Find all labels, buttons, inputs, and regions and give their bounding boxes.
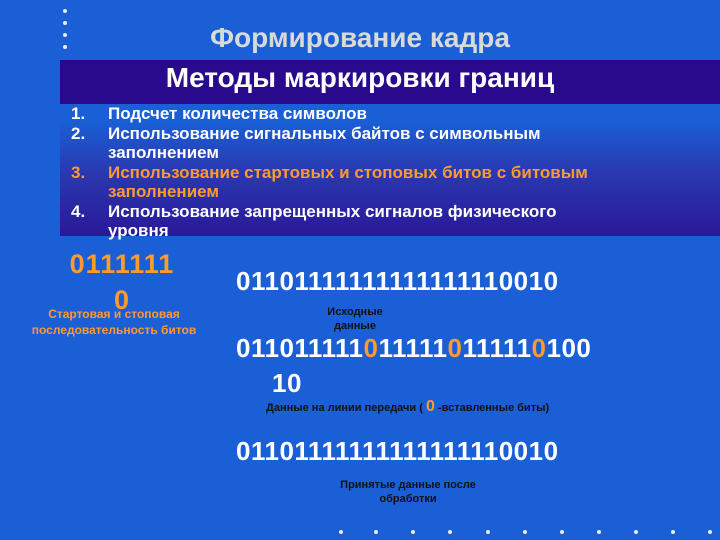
decor-dot <box>63 9 67 13</box>
page-title: Формирование кадра <box>210 22 510 53</box>
transmitted-bits-wrap: 10 <box>272 368 302 398</box>
decor-dot <box>671 530 675 534</box>
transmitted-bits: 0110111110111110111110100 <box>236 333 592 363</box>
decor-dot <box>339 530 343 534</box>
decor-dot <box>560 530 564 534</box>
list-item: 4. Использование запрещенных сигналов физического уровня <box>71 201 557 240</box>
list-item: 2. Использование сигнальных байтов с символьным заполнением <box>71 123 541 162</box>
decor-dot <box>708 530 712 534</box>
methods-list <box>62 104 712 241</box>
stuffed-bit: 0 <box>363 333 379 363</box>
page-subtitle: Методы маркировки границ <box>165 62 555 93</box>
decor-dot <box>597 530 601 534</box>
flag-caption: Стартовая и стоповая последовательность битов <box>31 307 197 337</box>
source-caption: Исходные данные <box>327 306 383 332</box>
list-item: 1. Подсчет количества символов <box>71 104 367 123</box>
stuffed-bit: 0 <box>531 333 547 363</box>
received-bits: 01101111111111111110010 <box>236 436 559 466</box>
decor-dot <box>486 530 490 534</box>
decor-dot <box>374 530 378 534</box>
decor-dot <box>411 530 415 534</box>
source-bits: 01101111111111111110010 <box>236 266 559 296</box>
decor-dot <box>634 530 638 534</box>
list-item-highlighted: 3. Использование стартовых и стоповых битов с битовым заполнением <box>71 162 588 201</box>
flag-sequence: 0111111 0 <box>69 249 175 315</box>
transmitted-caption: Данные на линии передачи ( 0 -вставленные биты) <box>266 398 550 415</box>
stuffed-bit: 0 <box>447 333 463 363</box>
decor-dot <box>448 530 452 534</box>
decor-dot <box>523 530 527 534</box>
received-caption: Принятые данные после обработки <box>340 479 476 505</box>
